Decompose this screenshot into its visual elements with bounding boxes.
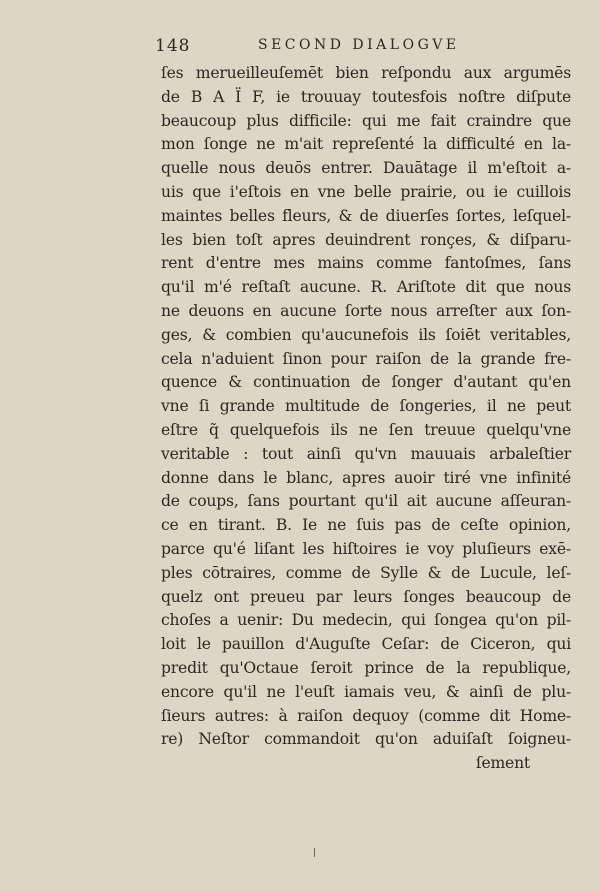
text-line: maintes belles fleurs, & de diuerſes ſortes, leſquel- bbox=[161, 206, 571, 225]
text-line: quelz ont preueu par leurs ſonges beaucoup de bbox=[161, 587, 571, 606]
text-line: ſes merueilleuſemēt bien reſpondu aux argumēs bbox=[161, 64, 571, 82]
text-line: vne ſi grande multitude de ſongeries, il ne peut bbox=[161, 397, 571, 416]
text-line: veritable : tout ainſi qu'vn mauuais arbaleſtier bbox=[161, 444, 571, 463]
text-line: re) Neſtor commandoit qu'on aduiſaſt ſoigneu- bbox=[161, 730, 571, 749]
page-header bbox=[155, 36, 485, 58]
text-line: qu'il m'é reſtaſt aucune. R. Ariſtote dit que nous bbox=[161, 278, 571, 297]
text-line: quence & continuation de ſonger d'autant qu'en bbox=[161, 373, 571, 392]
text-line: les bien toſt apres deuindrent ronçes, & diſparu- bbox=[161, 230, 571, 249]
text-line: ges, & combien qu'aucunefois ils ſoiēt veritables, bbox=[161, 325, 571, 344]
text-line: uis que i'eſtois en vne belle prairie, ou ie cuillois bbox=[161, 182, 571, 201]
bottom-mark bbox=[314, 848, 315, 857]
text-line: mon ſonge ne m'ait repreſenté la difficulté en la- bbox=[161, 135, 571, 154]
text-line: de B A Ï F, ie trouuay toutesfois noſtre diſpute bbox=[161, 87, 571, 106]
text-line: ne deuons en aucune ſorte nous arreſter aux ſon- bbox=[161, 301, 571, 320]
text-line: ſieurs autres: à raiſon dequoy (comme dit Home- bbox=[161, 706, 571, 725]
text-line: ce en tirant. B. Ie ne ſuis pas de ceſte opinion, bbox=[161, 516, 571, 535]
text-line: choſes a uenir: Du medecin, qui ſongea qu'on pil- bbox=[161, 611, 571, 630]
text-line: eſtre q̃ quelquefois ils ne ſen treuue quelqu'vne bbox=[161, 420, 571, 439]
page-number: 148 bbox=[155, 36, 191, 56]
text-line: parce qu'é liſant les hiſtoires ie voy pluſieurs exē- bbox=[161, 539, 571, 558]
catchword: ſement bbox=[475, 754, 530, 773]
text-line: ples cōtraires, comme de Sylle & de Lucule, leſ- bbox=[161, 563, 571, 582]
text-line: donne dans le blanc, apres auoir tiré vne infinité bbox=[161, 468, 571, 487]
text-line: predit qu'Octaue ſeroit prince de la republique, bbox=[161, 658, 571, 677]
text-line: encore qu'il ne l'euſt iamais veu, & ainſi de plu- bbox=[161, 682, 571, 701]
text-line: quelle nous deuōs entrer. Dauātage il m'eſtoit a- bbox=[161, 159, 571, 178]
text-line: loit le pauillon d'Auguſte Ceſar: de Ciceron, qui bbox=[161, 635, 571, 654]
text-line: cela n'aduient ſinon pour raiſon de la grande fre- bbox=[161, 349, 571, 368]
text-line: de coups, ſans pourtant qu'il ait aucune aſſeuran- bbox=[161, 492, 571, 511]
text-line: beaucoup plus difficile: qui me fait craindre que bbox=[161, 111, 571, 130]
running-title: SECOND DIALOGVE bbox=[258, 37, 460, 53]
body-text bbox=[161, 62, 571, 776]
text-line: rent d'entre mes mains comme fantoſmes, ſans bbox=[161, 254, 571, 273]
